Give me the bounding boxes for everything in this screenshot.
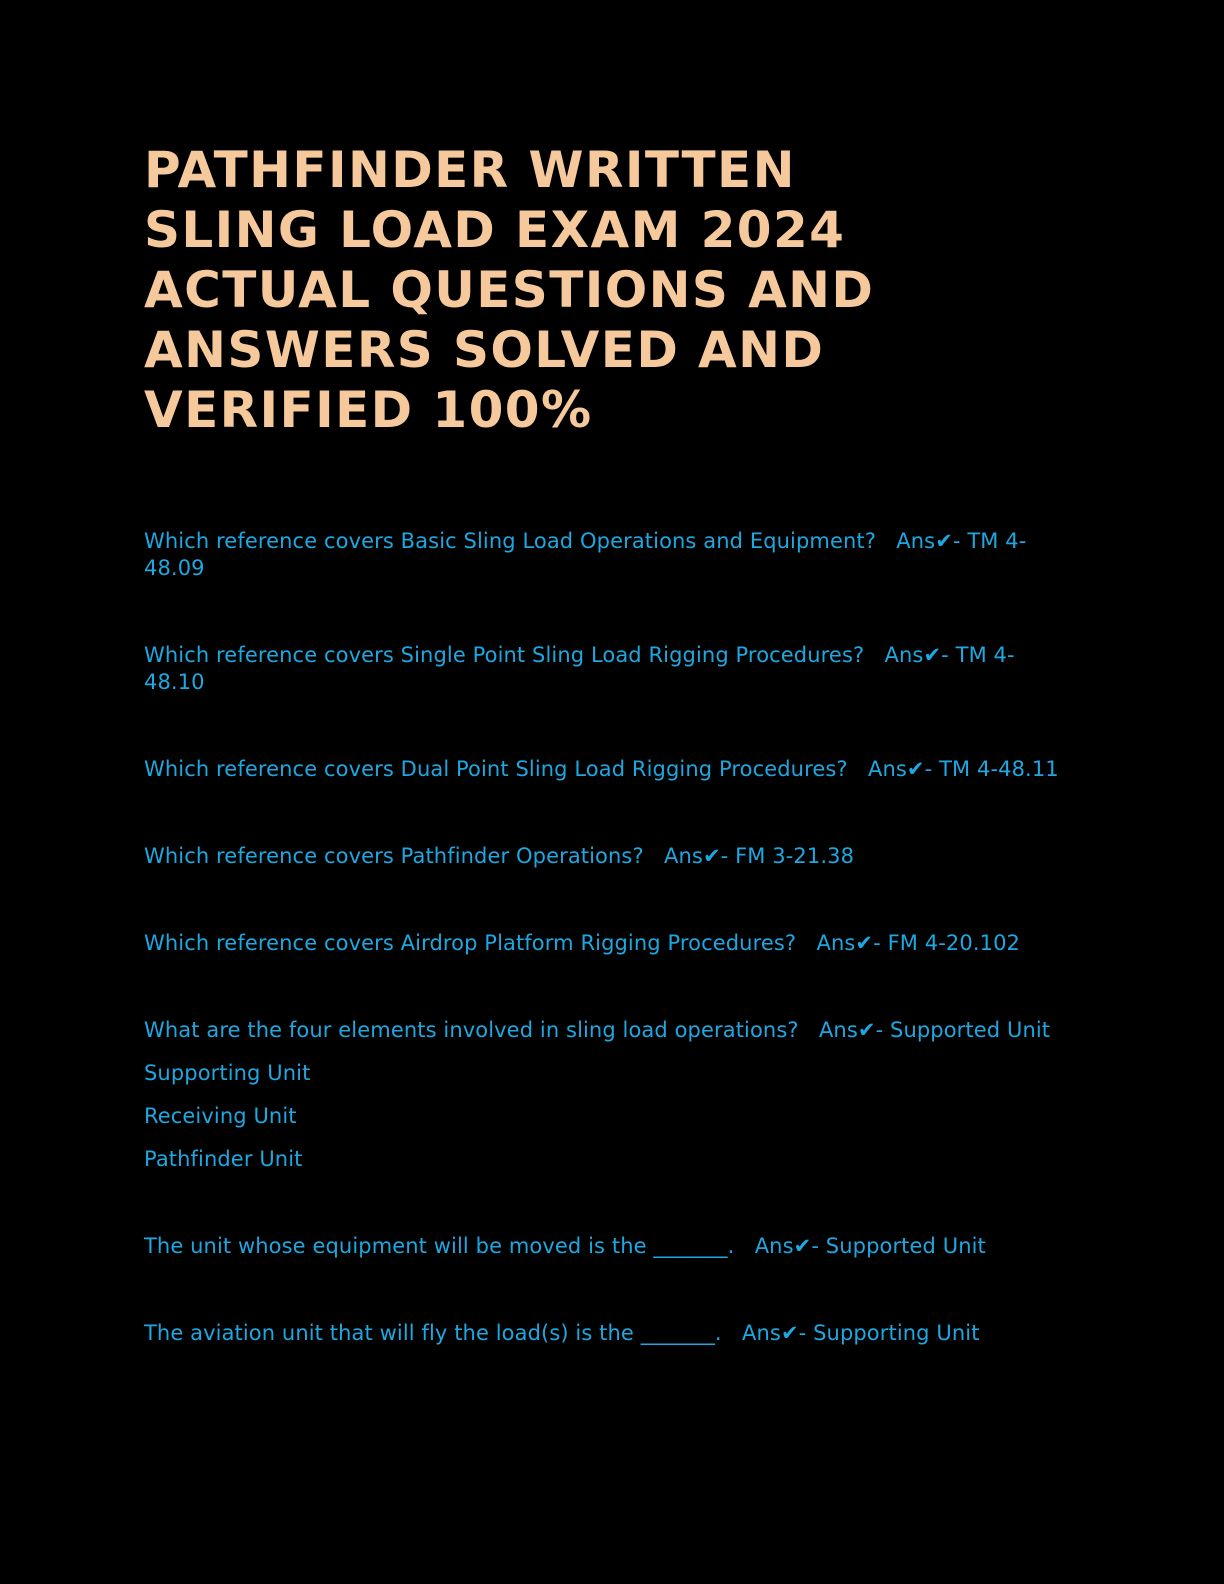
answer-marker: Ans✔-: [875, 529, 968, 553]
qa-item: [144, 1233, 1064, 1260]
answer-text: Supporting Unit: [813, 1321, 980, 1345]
answer-marker: Ans✔-: [847, 757, 940, 781]
answer-text: TM 4-48.10: [144, 643, 1015, 694]
answer-extra-line: Receiving Unit: [144, 1104, 297, 1128]
question-text: Which reference covers Pathfinder Operations?: [144, 844, 644, 868]
answer-marker: Ans✔-: [864, 643, 956, 667]
qa-item: [144, 1320, 1064, 1347]
answer-text: TM 4-48.09: [144, 529, 1027, 580]
qa-item: [144, 756, 1064, 783]
question-text: Which reference covers Airdrop Platform Rigging Procedures?: [144, 931, 797, 955]
qa-list: [144, 528, 1074, 1347]
answer-marker: Ans✔-: [734, 1234, 826, 1258]
qa-item: [144, 1017, 1064, 1173]
qa-item: [144, 930, 1064, 957]
answer-extra-line: Supporting Unit: [144, 1061, 311, 1085]
question-text: Which reference covers Dual Point Sling Load Rigging Procedures?: [144, 757, 848, 781]
answer-extra-line: Pathfinder Unit: [144, 1147, 303, 1171]
answer-marker: Ans✔-: [643, 844, 736, 868]
question-text: Which reference covers Single Point Sling Load Rigging Procedures?: [144, 643, 865, 667]
answer-text: FM 4-20.102: [887, 931, 1020, 955]
answer-marker: Ans✔-: [721, 1321, 814, 1345]
answer-marker: Ans✔-: [798, 1018, 891, 1042]
document-title: PATHFINDER WRITTEN SLING LOAD EXAM 2024 ACTUAL QUESTIONS AND ANSWERS SOLVED AND VERIFIED 100%: [144, 141, 875, 439]
qa-item: [144, 843, 1064, 870]
answer-text: Supported Unit: [825, 1234, 986, 1258]
question-text: What are the four elements involved in sling load operations?: [144, 1018, 799, 1042]
document-page: [144, 140, 1074, 1407]
question-text: The aviation unit that will fly the load(s) is the _______.: [144, 1321, 722, 1345]
qa-item: [144, 642, 1064, 696]
answer-text: Supported Unit: [890, 1018, 1051, 1042]
question-text: Which reference covers Basic Sling Load Operations and Equipment?: [144, 529, 876, 553]
answer-marker: Ans✔-: [796, 931, 888, 955]
answer-text: TM 4-48.11: [939, 757, 1059, 781]
qa-item: [144, 528, 1064, 582]
question-text: The unit whose equipment will be moved is the _______.: [144, 1234, 735, 1258]
answer-text: FM 3-21.38: [735, 844, 855, 868]
